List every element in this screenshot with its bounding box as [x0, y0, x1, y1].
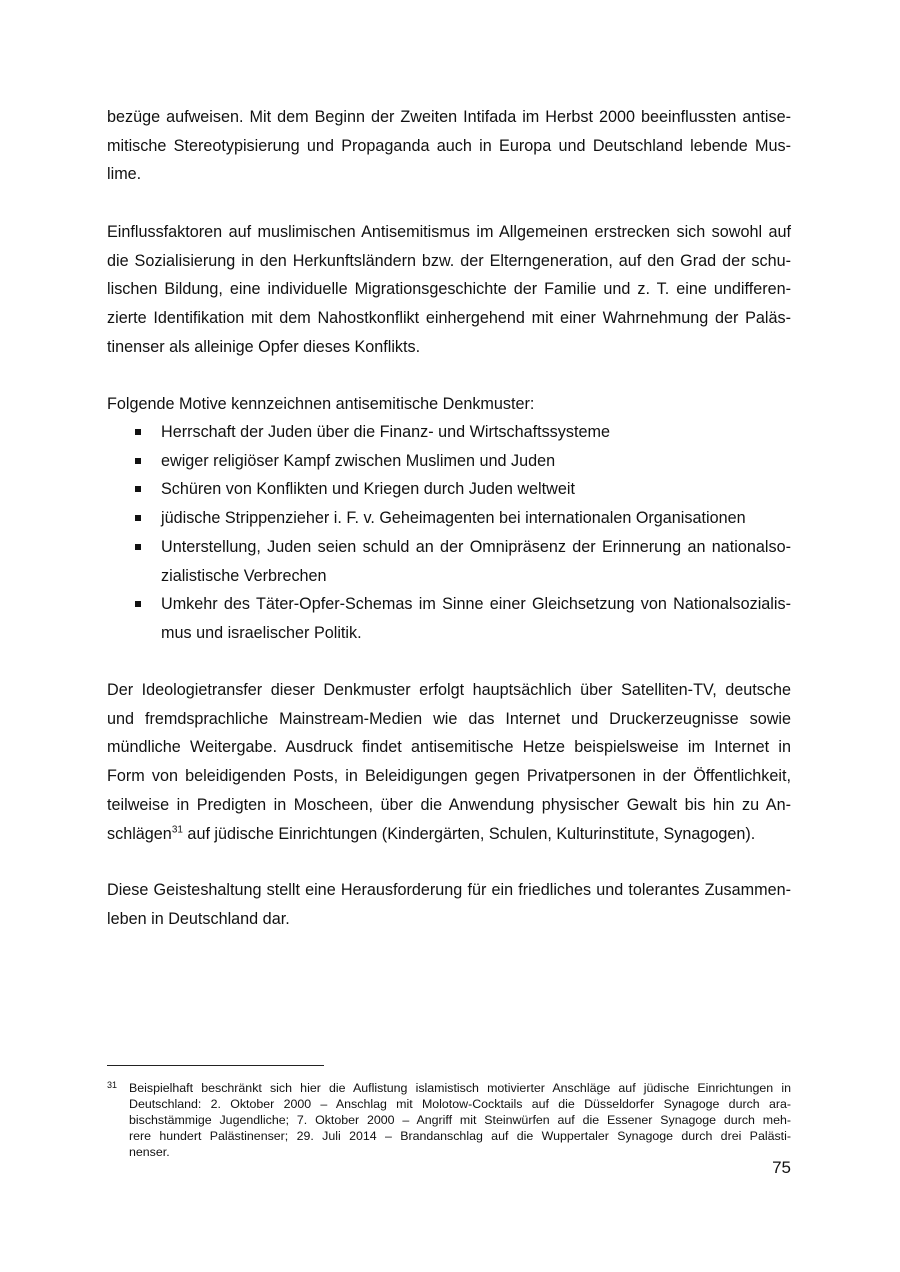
list-item	[107, 533, 791, 590]
list-item	[107, 475, 791, 504]
text-line: mündliche Weitergabe. Ausdruck findet antisemitische Hetze beispielsweise im Internet in	[107, 738, 791, 757]
text-line: Form von beleidigenden Posts, in Beleidigungen gegen Privatpersonen in der Öffentlichkeit,	[107, 767, 791, 786]
text-line: Schüren von Konflikten und Kriegen durch Juden weltweit	[161, 480, 575, 499]
text-line: leben in Deutschland dar.	[107, 909, 290, 928]
square-bullet-icon	[135, 429, 141, 435]
text-line: lime.	[107, 165, 142, 184]
footnote-line: bischstämmige Jugendliche; 7. Oktober 2000 – Angriff mit Steinwürfen auf die Essener Synagoge durch meh-	[129, 1113, 791, 1127]
text-line: tinenser als alleinige Opfer dieses Konflikts.	[107, 337, 421, 356]
text-line: Unterstellung, Juden seien schuld an der Omnipräsenz der Erinnerung an nationalso-	[161, 537, 791, 556]
text-fragment: schlägen	[107, 824, 172, 843]
list-intro	[107, 390, 791, 419]
text-line: Einflussfaktoren auf muslimischen Antisemitismus im Allgemeinen erstrecken sich sowohl auf	[107, 223, 791, 241]
text-line: Folgende Motive kennzeichnen antisemitische Denkmuster:	[107, 395, 535, 413]
text-line: Der Ideologietransfer dieser Denkmuster erfolgt hauptsächlich über Satelliten-TV, deutsche	[107, 681, 791, 699]
footnote-line: rere hundert Palästinenser; 29. Juli 2014 – Brandanschlag auf die Wuppertaler Synagoge durch drei Palästi-	[129, 1129, 791, 1143]
footnote	[107, 1080, 791, 1160]
text-line: ewiger religiöser Kampf zwischen Muslimen und Juden	[161, 451, 556, 470]
text-line: mitische Stereotypisierung und Propaganda auch in Europa und Deutschland lebende Mus-	[107, 136, 791, 155]
paragraph-influencing-factors	[107, 218, 791, 362]
square-bullet-icon	[135, 486, 141, 492]
text-line: teilweise in Predigten in Moscheen, über die Anwendung physischer Gewalt bis hin zu An-	[107, 795, 791, 814]
text-line: Herrschaft der Juden über die Finanz- und Wirtschaftssysteme	[161, 423, 610, 441]
text-line: und fremdsprachliche Mainstream-Medien wie das Internet und Druckerzeugnisse sowie	[107, 709, 791, 728]
square-bullet-icon	[135, 601, 141, 607]
text-line: lischen Bildung, eine individuelle Migrationsgeschichte der Familie und z. T. eine undifferen-	[107, 280, 791, 299]
text-line: zierte Identifikation mit dem Nahostkonflikt einhergehend mit einer Wahrnehmung der Paläs-	[107, 309, 791, 328]
paragraph-conclusion	[107, 876, 791, 933]
list-item	[107, 504, 791, 533]
square-bullet-icon	[135, 544, 141, 550]
footnote-separator	[107, 1065, 324, 1066]
paragraph-ideology-transfer	[107, 676, 791, 848]
list-item	[107, 447, 791, 476]
text-line: zialistische Verbrechen	[161, 566, 327, 585]
text-line: die Sozialisierung in den Herkunftsländern bzw. der Elterngeneration, auf den Grad der schu-	[107, 251, 791, 270]
footnote-line: Beispielhaft beschränkt sich hier die Auflistung islamistisch motivierter Anschläge auf jüdische Einrichtungen in	[129, 1081, 791, 1095]
text-line: jüdische Strippenzieher i. F. v. Geheimagenten bei internationalen Organisationen	[161, 509, 746, 528]
page-number: 75	[772, 1158, 791, 1177]
text-line: mus und israelischer Politik.	[161, 623, 362, 642]
text-line	[107, 820, 791, 849]
footnote-line: Deutschland: 2. Oktober 2000 – Anschlag mit Molotow-Cocktails auf die Düsseldorfer Synagoge durch ara-	[129, 1097, 791, 1111]
paragraph-intifada	[107, 103, 791, 189]
footnote-reference[interactable]: 31	[171, 824, 183, 836]
text-line: bezüge aufweisen. Mit dem Beginn der Zweiten Intifada im Herbst 2000 beeinflussten antise-	[107, 108, 791, 126]
square-bullet-icon	[135, 515, 141, 521]
text-line: Umkehr des Täter-Opfer-Schemas im Sinne einer Gleichsetzung von Nationalsozialis-	[161, 595, 791, 614]
list-item	[107, 590, 791, 647]
footnote-line: nenser.	[129, 1145, 170, 1159]
motive-list	[107, 418, 791, 648]
footnote-number: 31	[107, 1080, 118, 1090]
text-fragment: auf jüdische Einrichtungen (Kindergärten, Schulen, Kulturinstitute, Synagogen).	[182, 824, 756, 843]
square-bullet-icon	[135, 458, 141, 464]
text-line: Diese Geisteshaltung stellt eine Herausforderung für ein friedliches und tolerantes Zusammen-	[107, 881, 791, 899]
list-item	[107, 418, 791, 447]
footnote-text	[129, 1080, 791, 1160]
